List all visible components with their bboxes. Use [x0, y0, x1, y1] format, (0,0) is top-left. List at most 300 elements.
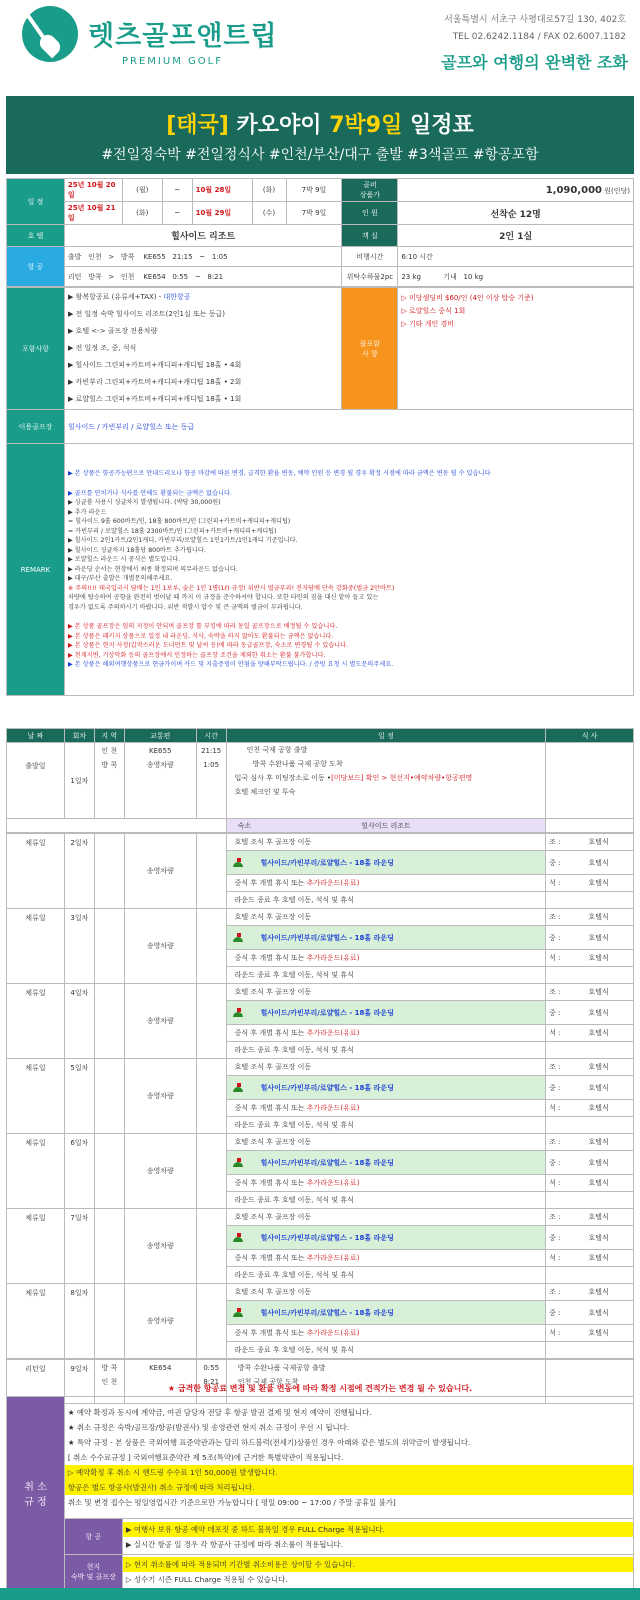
baggage-cell — [398, 267, 634, 287]
itin-text: 중식 후 개별 휴식 또는 — [234, 1104, 307, 1112]
meal-m2 — [546, 1076, 634, 1100]
exclude-item: ▷ 기타 개인 경비 — [401, 320, 455, 328]
itin-line: 방콕 수완나품 국제 공항 도착 — [252, 760, 343, 768]
schedule-row — [7, 1284, 634, 1301]
extra-round: 추가라운드(유료) — [306, 1104, 360, 1112]
row-time — [196, 909, 226, 984]
meal-value: 호텔식 — [588, 838, 609, 846]
row-day: 9일차 — [64, 1360, 94, 1404]
include-item: ▶ 전 일정 조, 중, 석식 — [67, 344, 137, 352]
remark-red: ▶ 천재지변, 기상악화 등의 골프장에서 인정하는 골프장 조건을 제외한 취소는 환불 불가합니다. — [67, 651, 326, 659]
meal-key: 조 : — [549, 1288, 561, 1296]
itin-line: 라운드 종료 후 호텔 이동, 석식 및 휴식 — [226, 1342, 545, 1359]
remark-line: ▶ 추가 라운드 — [67, 508, 107, 516]
schedule-section — [6, 728, 634, 1404]
meal-key: 중 : — [549, 1158, 561, 1167]
itin-text: 중식 후 개별 휴식 또는 — [234, 1029, 307, 1037]
area: 인 천 — [101, 747, 118, 755]
meal-value: 호텔식 — [588, 858, 609, 867]
meal-empty — [546, 967, 634, 984]
remark-content — [64, 444, 633, 696]
excludes-list — [398, 288, 634, 410]
row-area — [94, 1284, 124, 1359]
meal-empty — [546, 1117, 634, 1134]
start-weekday-2: (화) — [122, 202, 162, 225]
brand-sub: PREMIUM GOLF — [122, 56, 223, 67]
meal-m3 — [546, 1250, 634, 1267]
col-transport: 교통편 — [124, 729, 196, 743]
row-area — [94, 834, 124, 909]
meal-value: 호텔식 — [588, 1104, 609, 1112]
row-area — [94, 984, 124, 1059]
meal-m2 — [546, 1151, 634, 1175]
hotel-label: 호 텔 — [7, 225, 65, 247]
col-time: 시간 — [196, 729, 226, 743]
room: 2인 1실 — [398, 225, 634, 247]
meal-m1 — [546, 984, 634, 1001]
include-item: ▶ 카빈부리 그린피+카트비+캐디피+캐디팁 18홀 • 2회 — [67, 378, 242, 386]
itin-line — [226, 875, 545, 892]
remark-line: ▶ 힐사이드 싱글차지 18홀당 800바트 추가됩니다. — [67, 546, 206, 554]
cancel-section — [6, 1382, 634, 1589]
row-date: 체류일 — [7, 1134, 65, 1209]
itin-text: 중식 후 개별 휴식 또는 — [234, 879, 307, 887]
end-weekday-2: (수) — [252, 202, 286, 225]
remark-line: ▶ 힐사이드 2인1카트/2인1캐디, 카빈부리/로얄힐스 1인1카트/1인1캐디 기준입니다. — [67, 537, 298, 545]
golf-flag-icon — [233, 1083, 243, 1092]
row-transport: KE654 — [124, 1360, 196, 1404]
row-transport: 송영차량 — [124, 984, 196, 1059]
meal-key: 석 : — [549, 1329, 561, 1337]
row-date: 출발일 — [7, 743, 65, 819]
slogan: 골프와 여행의 완벽한 조화 — [441, 53, 628, 72]
remark-line: ▶ 본 상품은 해외여행상품으로 현금가이며 카드 및 지출증빙이 안됨을 양해부탁드립니다. / 증빙 요청 시 별도문의주세요. — [67, 661, 394, 669]
title-country: [태국] — [166, 113, 229, 138]
row-time — [196, 834, 226, 909]
airline: 대한항공 — [163, 293, 191, 301]
meal-value: 호텔식 — [588, 1083, 609, 1092]
itin-line — [226, 1175, 545, 1192]
carry: 10 kg — [463, 272, 484, 281]
schedule-row — [7, 1134, 634, 1151]
row-transport: 송영차량 — [124, 1134, 196, 1209]
meal-key: 중 : — [549, 1308, 561, 1317]
meal-key: 석 : — [549, 1029, 561, 1037]
golf-round-text: 힐사이드/카빈부리/로얄힐스 - 18홀 라운딩 — [260, 1158, 394, 1167]
meal-key: 중 : — [549, 933, 561, 942]
stay-spacer — [7, 819, 227, 833]
meal-empty — [546, 892, 634, 909]
return-flight-no: KE654 — [143, 272, 166, 281]
row-day: 6일차 — [64, 1134, 94, 1209]
meal-value: 호텔식 — [588, 1254, 609, 1262]
row-date: 체류일 — [7, 984, 65, 1059]
end-date-2: 10월 29일 — [192, 202, 252, 225]
row-transport: 송영차량 — [124, 909, 196, 984]
footer-bar — [0, 1588, 640, 1600]
row-date: 체류일 — [7, 1209, 65, 1284]
golf-flag-icon — [233, 1233, 243, 1242]
meal-key: 석 : — [549, 954, 561, 962]
meal-key: 석 : — [549, 1254, 561, 1262]
col-date: 날 짜 — [7, 729, 65, 743]
transport: KE655 — [149, 747, 172, 755]
transport: 송영차량 — [146, 761, 174, 769]
itin-line: 라운드 종료 후 호텔 이동, 석식 및 휴식 — [226, 1117, 545, 1134]
cancel-air-line: ▶ 실시간 항공 일 경우 각 항공사 규정에 따라 취소률이 적용됩니다. — [125, 1539, 343, 1549]
room-label: 객 실 — [342, 225, 398, 247]
meal-key: 중 : — [549, 1008, 561, 1017]
meal-value: 호텔식 — [588, 1138, 609, 1146]
outbound-flight-no: KE655 — [143, 252, 166, 261]
include-item: ▶ 로얄힐스 그린피+카트비+캐디피+캐디팁 18홀 • 1회 — [67, 395, 242, 403]
meal-key: 석 : — [549, 1104, 561, 1112]
meal-key: 중 : — [549, 858, 561, 867]
cancel-local — [122, 1555, 633, 1589]
outbound-dep: 21:15 — [172, 252, 193, 261]
cancel-highlight: ▷ 예약확정 후 취소 시 핸드링 수수료 1인 50,000원 발생합니다. — [65, 1465, 633, 1480]
remark-line: ▶ 로얄힐스 라운드 시 중식은 별도입니다. — [67, 556, 181, 564]
meal-key: 석 : — [549, 879, 561, 887]
row-time — [196, 1134, 226, 1209]
golf-round — [226, 1226, 545, 1250]
schedule-table — [6, 728, 634, 833]
meal-value: 호텔식 — [588, 1329, 609, 1337]
itin-line: 인천 국제 공항 출발 — [246, 746, 308, 754]
golf-round — [226, 1151, 545, 1175]
schedule-row — [7, 834, 634, 851]
extra-round: 추가라운드(유료) — [306, 879, 360, 887]
flight-time: 6:10 시간 — [398, 247, 634, 267]
row-time — [196, 984, 226, 1059]
notice: ★ 급격한 항공료 변경 및 환율 변동에 따라 확정 시점에 견적가는 변경 될 수 있습니다. — [167, 1384, 473, 1393]
row-day: 2일차 — [64, 834, 94, 909]
schedule-row — [7, 984, 634, 1001]
golf-round — [226, 1001, 545, 1025]
pax: 선착순 12명 — [398, 202, 634, 225]
itin-highlight: [미당보드] 확인 > 현선지•예약차량•항공편명 — [331, 774, 473, 782]
area: 방 콕 — [101, 1364, 118, 1372]
row-date: 체류일 — [7, 1284, 65, 1359]
time: 1:05 — [203, 761, 220, 769]
cancel-line: ★ 예약 확정과 동시에 계약금, 여권 담당자 전달 후 항공 발권 결제 및 현지 예약이 진행됩니다. — [67, 1408, 372, 1417]
meal-m3 — [546, 875, 634, 892]
meal-value: 호텔식 — [588, 1233, 609, 1242]
golf-round — [226, 851, 545, 875]
tilde: ~ — [194, 272, 201, 281]
row-time — [196, 1284, 226, 1359]
tilde: ~ — [162, 202, 192, 225]
itin-line: 호텔 조식 후 골프장 이동 — [226, 1134, 545, 1151]
itin-line: 인천 국제 공항 도착 — [237, 1378, 299, 1386]
row-meal — [546, 743, 634, 819]
meal-value: 호텔식 — [588, 1213, 609, 1221]
remark-line: ▶ 싱글룸 사용시 싱글차지 발생됩니다. (박당 30,000원) — [67, 499, 221, 507]
remark-line: ▶ 대구/부산 출발은 개별문의해주세요. — [67, 575, 173, 583]
header — [0, 0, 640, 85]
golf-round — [226, 1076, 545, 1100]
remark-red: ▶ 본 상품은 현지 사정(갑작스러운 도너먼트 및 날씨 등)에 따라 동급골프장, 숙소로 변경될 수 있습니다. — [67, 642, 349, 650]
col-meal: 식 사 — [546, 729, 634, 743]
itin-line: 호텔 조식 후 골프장 이동 — [226, 834, 545, 851]
includes-table — [6, 287, 634, 696]
meal-empty — [546, 1267, 634, 1284]
remark-warning: ※ 주의!!!! 태국입국시 담배는 1인 1보루, 술은 1인 1병(1ℓ) 규정! 위반시 벌금부과! 전자담배 단속 강화중(벌금 2만바트) — [67, 584, 395, 592]
row-area — [94, 1134, 124, 1209]
golf-flag-icon — [233, 858, 243, 867]
itin-line: 호텔 체크인 및 투숙 — [234, 788, 296, 796]
meal-m1 — [546, 1284, 634, 1301]
meal-value: 호텔식 — [588, 913, 609, 921]
tilde: ~ — [199, 252, 206, 261]
return-flight — [64, 267, 342, 287]
row-transport: 송영차량 — [124, 1284, 196, 1359]
arrow: > — [108, 272, 115, 281]
remark-line: = 힐사이드 9홀 600바트/인, 18홀 800바트/인 (그린피+카트비+캐디피+캐디팁) — [67, 518, 291, 526]
row-itinerary — [226, 743, 546, 819]
return-arr: 8:21 — [207, 272, 224, 281]
row-day: 8일차 — [64, 1284, 94, 1359]
meal-m3 — [546, 1025, 634, 1042]
telephone: TEL 02.6242.1184 / FAX 02.6007.1182 — [452, 32, 626, 42]
meal-value: 호텔식 — [588, 879, 609, 887]
meal-key: 조 : — [549, 1138, 561, 1146]
stay-name: 힐사이드 리조트 — [361, 821, 411, 830]
itin-line: 라운드 종료 후 호텔 이동, 석식 및 휴식 — [226, 892, 545, 909]
meal-key: 조 : — [549, 913, 561, 921]
golf-flag-icon — [233, 1008, 243, 1017]
meal-key: 중 : — [549, 1083, 561, 1092]
row-time — [196, 1059, 226, 1134]
golf-round — [226, 926, 545, 950]
golf-round — [226, 1301, 545, 1325]
meal-m3 — [546, 950, 634, 967]
remark-line: = 카빈부리 / 로얄힐스 18홀 2300바트/인 (그린피+카트비+캐디피+캐디팁) — [67, 527, 277, 535]
meal-value: 호텔식 — [588, 1029, 609, 1037]
meal-value: 호텔식 — [588, 1308, 609, 1317]
meal-m3 — [546, 1325, 634, 1342]
outbound-to: 방콕 — [120, 252, 135, 261]
cancel-local-line: ▷ 현지 취소률에 따라 적용되며 기간별 취소비용은 상이할 수 있습니다. — [123, 1557, 633, 1572]
row-date: 체류일 — [7, 834, 65, 909]
meal-m3 — [546, 1175, 634, 1192]
cancel-air-line: ▶ 여행사 보유 항공 예약 데포짓 중 하드 블록일 경우 FULL Charge 적용됩니다. — [123, 1522, 633, 1537]
row-date: 리턴일 — [7, 1360, 65, 1404]
meal-m2 — [546, 1226, 634, 1250]
arrow: > — [108, 252, 115, 261]
return-tag: 리턴 — [67, 272, 82, 281]
info-table — [6, 178, 634, 287]
time: 21:15 — [201, 747, 222, 755]
tilde: ~ — [162, 179, 192, 202]
golf-round-text: 힐사이드/카빈부리/로얄힐스 - 18홀 라운딩 — [260, 1233, 394, 1242]
meal-m2 — [546, 926, 634, 950]
area: 방 콕 — [101, 761, 118, 769]
excludes-label: 불포함 사 항 — [342, 288, 398, 410]
area: 인 천 — [101, 1378, 118, 1386]
return-dep: 0:55 — [172, 272, 189, 281]
itin-line: 호텔 조식 후 골프장 이동 — [226, 984, 545, 1001]
title-tags: #전일정숙박 #전일정식사 #인천/부산/대구 출발 #3색골프 #항공포함 — [101, 147, 539, 163]
title-suffix: 일정표 — [410, 113, 474, 138]
outbound-from: 인천 — [88, 252, 102, 261]
meal-m1 — [546, 834, 634, 851]
include-item — [68, 289, 339, 306]
stay-label: 숙소 — [237, 821, 252, 830]
itin-line — [226, 1025, 545, 1042]
page-title — [6, 108, 634, 139]
itin-line — [226, 1100, 545, 1117]
itin-line: 라운드 종료 후 호텔 이동, 석식 및 휴식 — [226, 1192, 545, 1209]
meal-value: 호텔식 — [588, 1063, 609, 1071]
cancel-highlight: 항공은 별도 항공사(발권사) 취소 규정에 따라 처리됩니다. — [65, 1480, 633, 1495]
price-unit: 원(인당) — [604, 186, 630, 195]
meal-m1 — [546, 1134, 634, 1151]
meal-key: 조 : — [549, 1213, 561, 1221]
include-item: ▶ 호텔 <-> 골프장 전용차량 — [67, 327, 158, 335]
row-time — [196, 1209, 226, 1284]
time: 8:21 — [203, 1378, 220, 1386]
cancel-line: 취소 및 변경 접수는 평일영업시간 기준으로만 가능합니다 [ 평일 09:00 ~ 17:00 / 주말 공휴일 불가] — [67, 1498, 396, 1507]
itin-line: 호텔 조식 후 골프장 이동 — [226, 1059, 545, 1076]
col-area: 지 역 — [94, 729, 124, 743]
cancel-line: ★ 취소 규정은 숙박/골프장/항공(발권사) 및 송영관련 현지 취소 규정이 우선 시 됩니다. — [67, 1423, 350, 1432]
meal-key: 조 : — [549, 838, 561, 846]
itin-line — [227, 771, 546, 785]
stay-cell — [226, 819, 546, 833]
golf-round-text: 힐사이드/카빈부리/로얄힐스 - 18홀 라운딩 — [260, 933, 394, 942]
remark-line: 경우가 없도록 주의하시기 바랍니다. 위반 적발시 압수 및 큰 금액의 벌금이 부과됩니다. — [67, 603, 303, 611]
row-day: 5일차 — [64, 1059, 94, 1134]
extra-round: 추가라운드(유료) — [306, 1254, 360, 1262]
flight-time-label: 비행시간 — [342, 247, 398, 267]
golf-round-text: 힐사이드/카빈부리/로얄힐스 - 18홀 라운딩 — [260, 1083, 394, 1092]
remark-line: 차량에 탑승하여 공항을 완전히 벗어날 때 까지 이 규정을 준수하셔야 합니다. 또한 타인의 짐을 대신 맡아 들고 있는 — [67, 594, 379, 602]
itin-text: 중식 후 개별 휴식 또는 — [234, 954, 307, 962]
row-transport: 송영차량 — [124, 1209, 196, 1284]
cancel-local-label: 현지 숙박 및 골프장 — [64, 1555, 122, 1589]
course-label: 이용골프장 — [7, 410, 65, 444]
outbound-arr: 1:05 — [211, 252, 228, 261]
row-day: 1일차 — [64, 743, 94, 819]
title-banner — [6, 96, 634, 174]
golf-days-table — [6, 833, 634, 1359]
price-cell — [398, 179, 634, 202]
includes-list — [64, 288, 342, 410]
time: 0:55 — [203, 1364, 220, 1372]
golf-round-text: 힐사이드/카빈부리/로얄힐스 - 18홀 라운딩 — [260, 858, 394, 867]
title-nights: 7박9일 — [329, 113, 403, 138]
return-from: 방콕 — [88, 272, 102, 281]
info-section — [6, 178, 634, 696]
courses: 힐사이드 / 카빈부리 / 로얄힐스 또는 동급 — [64, 410, 633, 444]
meal-value: 호텔식 — [588, 954, 609, 962]
outbound-tag: 출발 — [67, 252, 82, 261]
title-name: 카오야이 — [236, 113, 322, 138]
row-area — [94, 909, 124, 984]
exclude-item: ▷ 미당샘딩비 $60/인 (4인 이상 탑승 기준) — [401, 294, 534, 302]
itin-text: 중식 후 개별 휴식 또는 — [234, 1329, 307, 1337]
start-weekday-1: (월) — [122, 179, 162, 202]
air-label: 항 공 — [7, 247, 65, 287]
golf-flag-icon — [233, 1158, 243, 1167]
price: 1,090,000 — [545, 184, 603, 196]
meal-value: 호텔식 — [588, 933, 609, 942]
remark-line: ▶ 골프를 안치거나 식사를 안해도 환불되는 금액은 없습니다. — [67, 489, 232, 497]
itin-line: 호텔 조식 후 골프장 이동 — [226, 909, 545, 926]
remark-line: ▶ 라운딩 순서는 현장에서 최종 확정되며 의무라운드 없습니다. — [67, 565, 238, 573]
meal-m2 — [546, 1301, 634, 1325]
itin-text: 입국 심사 후 미팅장소로 이동 • — [234, 774, 332, 782]
row-date: 체류일 — [7, 1059, 65, 1134]
schedule-header-row — [7, 729, 634, 743]
extra-round: 추가라운드(유료) — [306, 954, 360, 962]
meal-empty — [546, 1342, 634, 1359]
logo-icon — [22, 6, 78, 62]
outbound-flight — [64, 247, 342, 267]
schedule-row — [7, 1059, 634, 1076]
baggage-label: 위탁수하물2pc — [342, 267, 398, 287]
carry-label: 기내 — [443, 272, 457, 281]
meal-value: 호텔식 — [588, 1158, 609, 1167]
row-time — [196, 743, 226, 819]
meal-key: 조 : — [549, 1063, 561, 1071]
itin-line: 라운드 종료 후 호텔 이동, 석식 및 휴식 — [226, 1267, 545, 1284]
row-transport — [124, 743, 196, 819]
schedule-label: 일 정 — [7, 179, 65, 225]
meal-key: 조 : — [549, 988, 561, 996]
row-area — [94, 743, 124, 819]
cancel-table — [6, 1396, 634, 1589]
end-date-1: 10월 28일 — [192, 179, 252, 202]
extra-round: 추가라운드(유료) — [306, 1329, 360, 1337]
itin-line — [226, 1250, 545, 1267]
remark-red: ▶ 본 상품 골프장은 임의 지정이 안되며 골프장 툴 부킹에 따라 동일 골프장으로 배정될 수 있습니다. — [67, 623, 338, 631]
remark-red: ▶ 본 상품은 패키지 상품으로 일정 내 라운딩, 식사, 숙박을 하지 않아도 환불되는 금액은 없습니다. — [67, 632, 334, 640]
itin-line: 방콕 수완나품 국제공항 출발 — [237, 1364, 326, 1372]
pax-label: 인 원 — [342, 202, 398, 225]
schedule-row — [7, 909, 634, 926]
golf-flag-icon — [233, 933, 243, 942]
meal-value: 호텔식 — [588, 1179, 609, 1187]
meal-m2 — [546, 851, 634, 875]
extra-round: 추가라운드(유료) — [306, 1179, 360, 1187]
meal-value: 호텔식 — [588, 1288, 609, 1296]
start-date-1: 25년 10월 20일 — [64, 179, 122, 202]
length-2: 7박 9일 — [286, 202, 342, 225]
meal-key: 석 : — [549, 1179, 561, 1187]
return-to: 인천 — [120, 272, 135, 281]
cancel-line: ★ 특약 규정 - 본 상품은 국외여행 표준약관과는 달리 하드블럭(전세기)상품인 경우 아래와 같은 별도의 위약금이 발생됩니다. — [67, 1438, 471, 1447]
meal-empty — [546, 1192, 634, 1209]
meal-empty — [546, 1042, 634, 1059]
meal-m2 — [546, 1001, 634, 1025]
stay-meal — [546, 819, 634, 833]
row-transport: 송영차량 — [124, 834, 196, 909]
meal-m1 — [546, 1059, 634, 1076]
start-date-2: 25년 10월 21일 — [64, 202, 122, 225]
exclude-item: ▷ 로얄힐스 중식 1회 — [401, 307, 466, 315]
row-area — [94, 1059, 124, 1134]
meal-value: 호텔식 — [588, 988, 609, 996]
row-day: 4일차 — [64, 984, 94, 1059]
extra-round: 추가라운드(유료) — [306, 1029, 360, 1037]
address: 서울특별시 서초구 사평대로57길 130, 402호 — [444, 15, 626, 25]
itin-line: 호텔 조식 후 골프장 이동 — [226, 1284, 545, 1301]
meal-m3 — [546, 1100, 634, 1117]
golf-round-text: 힐사이드/카빈부리/로얄힐스 - 18홀 라운딩 — [260, 1008, 394, 1017]
golf-flag-icon — [233, 1308, 243, 1317]
